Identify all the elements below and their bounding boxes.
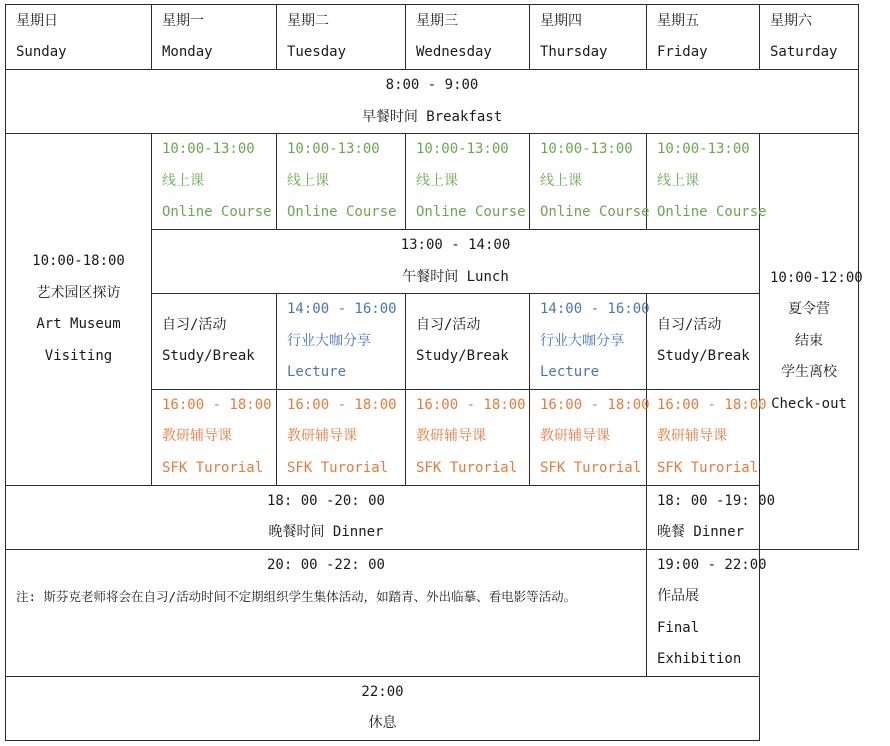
day-zh: 星期一: [162, 12, 204, 29]
day-zh: 星期四: [540, 12, 582, 29]
tutorial-en: SFK Turorial: [416, 459, 518, 476]
friday-dinner-time: 18: 00 -19: 00: [657, 492, 776, 509]
evening-cell: [6, 549, 647, 676]
day-en: Monday: [162, 44, 213, 60]
header-thursday: [530, 5, 647, 70]
online-course-time: 10:00-13:00: [162, 141, 255, 158]
tutorial-thursday: [530, 389, 650, 485]
online-course-wednesday: [406, 134, 530, 230]
tutorial-zh: 教研辅导课: [657, 428, 727, 445]
day-en: Tuesday: [287, 44, 347, 60]
dinner-label: 晚餐时间 Dinner: [268, 524, 384, 540]
online-course-time: 10:00-13:00: [540, 141, 633, 158]
breakfast-time: 8:00 - 9:00: [385, 77, 479, 93]
online-course-time: 10:00-13:00: [287, 141, 380, 158]
saturday-line2: 结束: [795, 332, 823, 349]
tutorial-en: SFK Turorial: [540, 459, 642, 476]
final-exhibition-cell: [647, 549, 767, 676]
tutorial-en: SFK Turorial: [657, 459, 759, 476]
header-wednesday: [406, 5, 530, 70]
rest-time: 22:00: [361, 683, 404, 700]
lecture-zh: 行业大咖分享: [540, 332, 624, 349]
online-course-zh: 线上课: [540, 172, 582, 189]
online-course-time: 10:00-13:00: [416, 141, 509, 158]
tutorial-time: 16:00 - 18:00: [657, 396, 767, 413]
breakfast-label: 早餐时间 Breakfast: [361, 108, 503, 125]
lecture-en: Lecture: [540, 364, 600, 380]
breakfast-row: [6, 70, 859, 134]
tutorial-time: 16:00 - 18:00: [287, 396, 397, 413]
evening-row: [6, 549, 859, 676]
day-zh: 星期日: [16, 12, 58, 29]
header-row: [6, 5, 859, 70]
study-monday: [152, 294, 277, 390]
day-zh: 星期二: [287, 12, 329, 29]
online-course-en: Online Course: [416, 204, 526, 221]
header-friday: [647, 5, 760, 70]
evening-note: 注: 斯芬克老师将会在自习/活动时间不定期组织学生集体活动，如踏青、外出临摹、看电影等活动。: [16, 589, 577, 604]
final-exhibition-time: 19:00 - 22:00: [657, 556, 767, 573]
lecture-time: 14:00 - 16:00: [287, 301, 397, 317]
lunch-cell: [152, 230, 760, 294]
rest-label: 休息: [368, 715, 397, 731]
study-zh: 自习/活动: [162, 316, 227, 333]
lunch-time: 13:00 - 14:00: [400, 237, 511, 253]
day-zh: 星期三: [416, 12, 458, 29]
lunch-label: 午餐时间 Lunch: [402, 268, 509, 285]
header-monday: [152, 5, 277, 70]
sunday-activity-cell: [6, 134, 152, 486]
tutorial-time: 16:00 - 18:00: [416, 396, 526, 413]
saturday-line3: 学生离校: [781, 364, 837, 380]
final-exhibition-en1: Final: [657, 619, 700, 636]
study-en: Study/Break: [416, 348, 509, 365]
online-course-zh: 线上课: [162, 172, 204, 189]
sunday-activity-time: 10:00-18:00: [32, 253, 125, 270]
tutorial-zh: 教研辅导课: [287, 428, 357, 445]
online-course-friday: [647, 134, 767, 230]
tutorial-time: 16:00 - 18:00: [162, 396, 272, 413]
rest-cell: [6, 676, 760, 740]
day-en: Saturday: [770, 44, 838, 60]
sunday-activity-zh: 艺术园区探访: [36, 284, 121, 301]
study-en: Study/Break: [162, 348, 255, 365]
online-course-en: Online Course: [287, 204, 397, 221]
friday-dinner-label: 晚餐 Dinner: [657, 524, 745, 540]
online-course-monday: [152, 134, 277, 230]
lecture-thursday: [530, 294, 650, 390]
study-wednesday: [406, 294, 530, 390]
tutorial-time: 16:00 - 18:00: [540, 396, 650, 413]
final-exhibition-en2: Exhibition: [657, 651, 742, 667]
header-tuesday: [277, 5, 406, 70]
online-course-en: Online Course: [162, 204, 272, 221]
tutorial-wednesday: [406, 389, 530, 485]
saturday-line4: Check-out: [771, 395, 847, 412]
day-en: Friday: [657, 44, 708, 60]
tutorial-en: SFK Turorial: [287, 459, 389, 476]
online-course-en: Online Course: [540, 204, 650, 221]
saturday-line1: 夏令营: [788, 301, 830, 317]
sunday-activity-en1: Art Museum: [36, 316, 121, 333]
tutorial-en: SFK Turorial: [162, 459, 264, 476]
friday-dinner-cell: [647, 485, 776, 549]
sunday-activity-en2: Visiting: [44, 347, 113, 364]
tutorial-tuesday: [277, 389, 406, 485]
dinner-cell: [6, 485, 647, 549]
header-sunday: [6, 5, 152, 70]
lecture-time: 14:00 - 16:00: [540, 301, 650, 317]
online-course-zh: 线上课: [416, 172, 458, 189]
study-en: Study/Break: [657, 348, 750, 365]
tutorial-zh: 教研辅导课: [162, 428, 232, 445]
lecture-zh: 行业大咖分享: [287, 332, 371, 349]
online-course-thursday: [530, 134, 650, 230]
lecture-tuesday: [277, 294, 406, 390]
online-course-row: [6, 134, 859, 230]
study-zh: 自习/活动: [416, 316, 481, 333]
evening-time: 20: 00 -22: 00: [266, 556, 385, 573]
schedule-table: [5, 4, 863, 741]
tutorial-zh: 教研辅导课: [540, 428, 610, 445]
saturday-time: 10:00-12:00: [770, 269, 863, 286]
day-en: Sunday: [16, 44, 67, 60]
tutorial-monday: [152, 389, 277, 485]
day-zh: 星期五: [657, 12, 699, 29]
breakfast-cell: [6, 70, 859, 134]
online-course-tuesday: [277, 134, 406, 230]
day-zh: 星期六: [770, 12, 812, 29]
rest-row: [6, 676, 859, 740]
online-course-en: Online Course: [657, 204, 767, 221]
saturday-checkout-cell: [760, 134, 863, 550]
study-friday: [647, 294, 760, 390]
online-course-time: 10:00-13:00: [657, 141, 750, 158]
online-course-zh: 线上课: [287, 172, 329, 189]
tutorial-friday: [647, 389, 767, 485]
online-course-zh: 线上课: [657, 172, 699, 189]
tutorial-zh: 教研辅导课: [416, 428, 486, 445]
final-exhibition-zh: 作品展: [657, 588, 699, 604]
lecture-en: Lecture: [287, 364, 347, 380]
day-en: Wednesday: [416, 44, 492, 60]
day-en: Thursday: [540, 44, 608, 60]
dinner-row: [6, 485, 859, 549]
study-zh: 自习/活动: [657, 316, 722, 333]
dinner-time: 18: 00 -20: 00: [266, 492, 385, 509]
header-saturday: [760, 5, 859, 70]
